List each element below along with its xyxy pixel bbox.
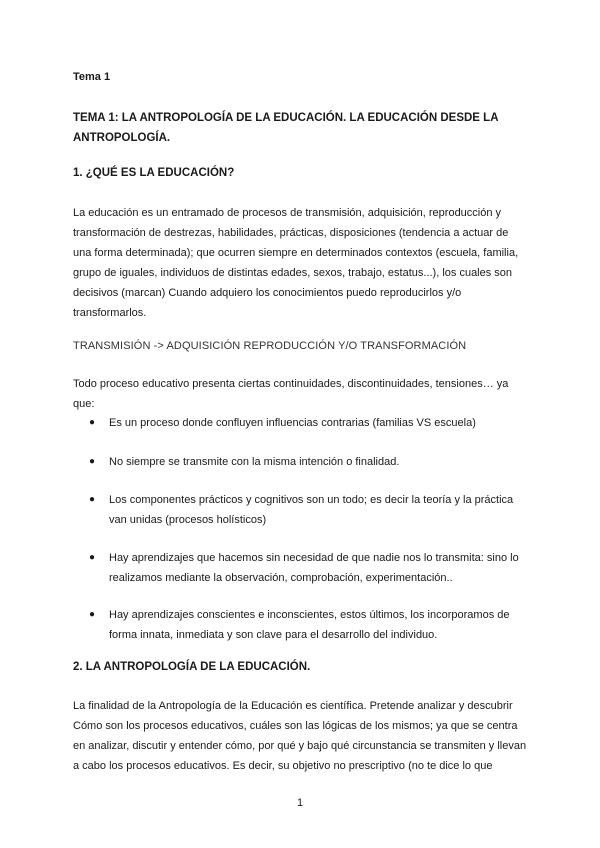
list-item [73,490,528,530]
section1-paragraph1: La educación es un entramado de procesos de transmisión, adquisición, reproducción y transformación de destrezas, habilidades, prácticas, disposiciones (tendencia a actuar de una forma determinada); que ocurren siempre en determinados contextos (escuela, familia, grupo de iguales, individuos de distintas edades, sexos, trabajo, estatus...), los cuales son decisivos (marcan) Cuando adquiero los conocimientos puedo reproducirlos y/o transformarlos. [73,207,519,319]
page-number: 1 [296,797,304,809]
bullet-icon: ● [89,609,96,620]
list-item-text: No siempre se transmite con la misma intención o finalidad. [109,456,400,468]
bullet-icon: ● [89,456,96,467]
process-line: TRANSMISIÓN -> ADQUISICIÓN REPRODUCCIÓN Y/O TRANSFORMACIÓN [73,340,467,352]
list-item [73,452,528,472]
list-item [73,413,528,433]
tema-label: Tema 1 [73,71,111,83]
bullet-icon: ● [89,417,96,428]
section2-paragraph1: La finalidad de la Antropología de la Educación es científica. Pretende analizar y descubrir Cómo son los procesos educativos, cuáles son las lógicas de los mismos; ya que se centra en analizar, discutir y entender cómo, por qué y bajo qué circunstancia se transmiten y llevan a cabo los procesos educativos. Es decir, su objetivo no prescriptivo (no te dice lo que [73,700,527,772]
list-item-text: Hay aprendizajes conscientes e inconscientes, estos últimos, los incorporamos de forma innata, inmediata y son clave para el desarrollo del individuo. [109,609,510,641]
main-heading: TEMA 1: LA ANTROPOLOGÍA DE LA EDUCACIÓN. LA EDUCACIÓN DESDE LA ANTROPOLOGÍA. [73,112,499,144]
section1-paragraph2: Todo proceso educativo presenta ciertas continuidades, discontinuidades, tensiones… ya que: [73,378,509,410]
list-item-text: Es un proceso donde confluyen influencias contrarias (familias VS escuela) [109,417,476,429]
list-item-text: Los componentes prácticos y cognitivos son un todo; es decir la teoría y la práctica van unidas (procesos holísticos) [109,494,514,526]
section2-heading: 2. LA ANTROPOLOGÍA DE LA EDUCACIÓN. [73,661,311,673]
bullet-icon: ● [89,552,96,563]
list-item [73,605,528,645]
list-item [73,548,528,588]
list-item-text: Hay aprendizajes que hacemos sin necesidad de que nadie nos lo transmita: sino lo realizamos mediante la observación, comprobación, experimentación.. [109,552,519,584]
section1-heading: 1. ¿QUÉ ES LA EDUCACIÓN? [73,167,235,179]
bullet-icon: ● [89,494,96,505]
